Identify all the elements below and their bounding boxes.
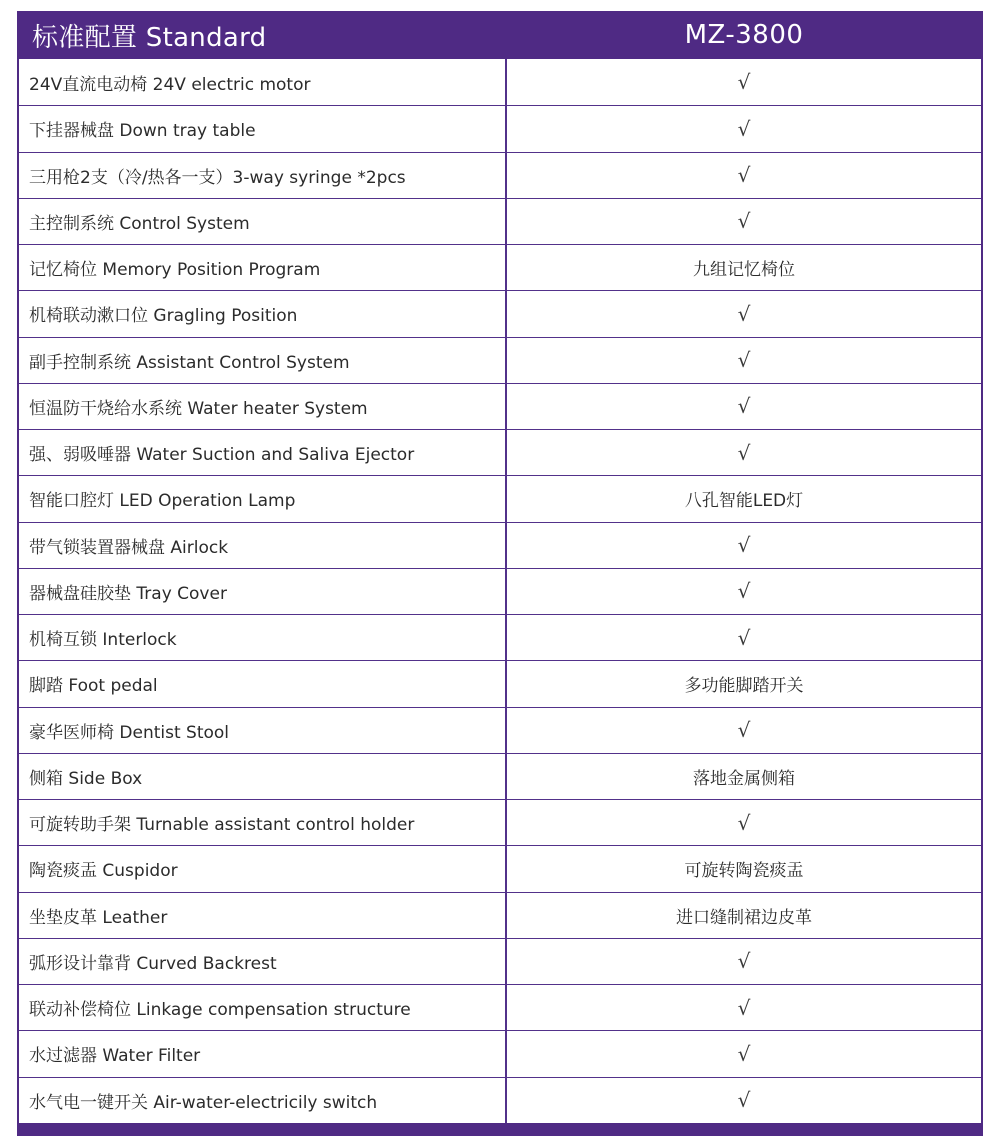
check-icon: √ (737, 348, 751, 373)
spec-table (17, 11, 983, 1136)
item-label: 智能口腔灯 LED Operation Lamp (19, 476, 507, 521)
table-row (19, 799, 981, 845)
item-value: 八孔智能LED灯 (684, 491, 804, 512)
table-row (19, 568, 981, 614)
item-label: 器械盘硅胶垫 Tray Cover (19, 569, 507, 614)
check-icon: √ (737, 394, 751, 419)
item-value (507, 153, 981, 198)
item-label: 侧箱 Side Box (19, 754, 507, 799)
table-row (19, 383, 981, 429)
item-value (507, 291, 981, 336)
check-icon: √ (737, 1088, 751, 1113)
table-row (19, 105, 981, 151)
table-body (19, 59, 981, 1123)
item-label: 坐垫皮革 Leather (19, 893, 507, 938)
check-icon: √ (737, 995, 751, 1020)
item-label: 脚踏 Foot pedal (19, 661, 507, 706)
item-value (507, 430, 981, 475)
check-icon: √ (737, 301, 751, 326)
item-value: 可旋转陶瓷痰盂 (684, 861, 804, 882)
table-row (19, 244, 981, 290)
table-row (19, 1077, 981, 1123)
item-value (507, 985, 981, 1030)
table-row (19, 614, 981, 660)
item-value: 多功能脚踏开关 (684, 676, 804, 697)
item-label: 可旋转助手架 Turnable assistant control holder (19, 800, 507, 845)
item-value (507, 384, 981, 429)
check-icon: √ (737, 625, 751, 650)
item-value (507, 106, 981, 151)
check-icon: √ (737, 810, 751, 835)
item-value: 落地金属侧箱 (693, 768, 795, 789)
table-row (19, 429, 981, 475)
table-row (19, 198, 981, 244)
check-icon: √ (737, 440, 751, 465)
check-icon: √ (737, 718, 751, 743)
item-label: 水气电一键开关 Air-water-electricily switch (19, 1078, 507, 1123)
item-label: 机椅互锁 Interlock (19, 615, 507, 660)
table-row (19, 845, 981, 891)
table-row (19, 59, 981, 105)
check-icon: √ (737, 949, 751, 974)
table-row (19, 707, 981, 753)
item-label: 24V直流电动椅 24V electric motor (19, 59, 507, 105)
table-row (19, 660, 981, 706)
table-header (19, 11, 981, 59)
item-value (507, 1031, 981, 1076)
item-label: 带气锁装置器械盘 Airlock (19, 523, 507, 568)
item-value (507, 708, 981, 753)
item-value: 进口缝制裙边皮革 (676, 907, 812, 928)
item-label: 下挂器械盘 Down tray table (19, 106, 507, 151)
item-label: 联动补偿椅位 Linkage compensation structure (19, 985, 507, 1030)
check-icon: √ (737, 579, 751, 604)
item-label: 恒温防干烧给水系统 Water heater System (19, 384, 507, 429)
table-row (19, 892, 981, 938)
item-label: 强、弱吸唾器 Water Suction and Saliva Ejector (19, 430, 507, 475)
item-value (507, 615, 981, 660)
item-label: 豪华医师椅 Dentist Stool (19, 708, 507, 753)
item-label: 机椅联动漱口位 Gragling Position (19, 291, 507, 336)
table-row (19, 753, 981, 799)
table-row (19, 152, 981, 198)
item-value (507, 800, 981, 845)
table-row (19, 938, 981, 984)
item-value (507, 1078, 981, 1123)
table-row (19, 290, 981, 336)
table-row (19, 1030, 981, 1076)
table-row (19, 984, 981, 1030)
header-title: 标准配置 Standard (32, 22, 267, 53)
check-icon: √ (737, 209, 751, 234)
table-row (19, 475, 981, 521)
item-value (507, 523, 981, 568)
check-icon: √ (737, 116, 751, 141)
item-value (507, 199, 981, 244)
item-label: 弧形设计靠背 Curved Backrest (19, 939, 507, 984)
item-label: 三用枪2支（冷/热各一支）3-way syringe *2pcs (19, 153, 507, 198)
item-label: 副手控制系统 Assistant Control System (19, 338, 507, 383)
table-row (19, 337, 981, 383)
check-icon: √ (737, 1041, 751, 1066)
item-value (507, 569, 981, 614)
item-value: 九组记忆椅位 (693, 260, 795, 281)
check-icon: √ (737, 533, 751, 558)
table-row (19, 522, 981, 568)
item-label: 记忆椅位 Memory Position Program (19, 245, 507, 290)
check-icon: √ (737, 163, 751, 188)
check-icon: √ (737, 70, 751, 95)
item-value (507, 338, 981, 383)
item-value (507, 59, 981, 105)
item-label: 陶瓷痰盂 Cuspidor (19, 846, 507, 891)
item-label: 主控制系统 Control System (19, 199, 507, 244)
header-model: MZ-3800 (684, 20, 804, 50)
item-label: 水过滤器 Water Filter (19, 1031, 507, 1076)
item-value (507, 939, 981, 984)
